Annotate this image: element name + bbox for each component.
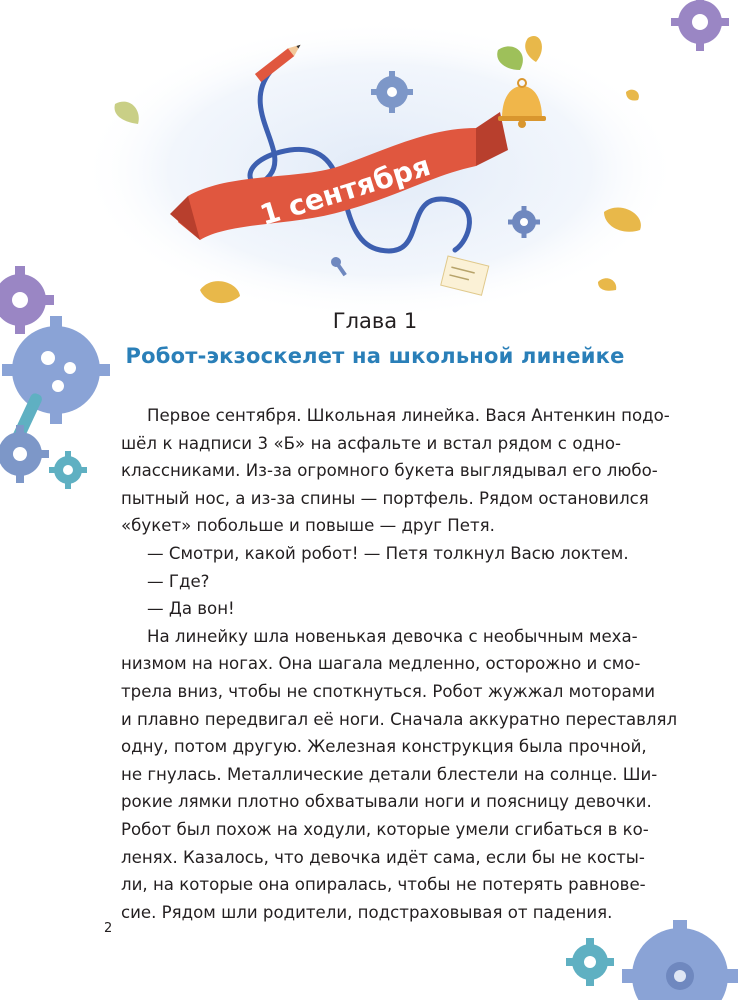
chapter-number: Глава 1 [332,309,418,333]
text-line: На линейку шла новенькая девочка с необычным меха- [147,626,638,646]
text-line: и плавно передвигал её ноги. Сначала аккуратно переставлял [121,709,678,729]
side-gears-illustration [0,266,120,496]
text-line: сие. Рядом шли родители, подстраховывая от падения. [121,902,613,922]
text-line: «букет» побольше и повыше — друг Петя. [121,516,495,536]
text-line: Первое сентября. Школьная линейка. Вася Антенкин подо- [147,406,670,425]
banner-text: 1 сентября [256,148,435,232]
text-line: шёл к надписи 3 «Б» на асфальте и встал рядом с одно- [121,433,621,453]
bottom-gears-illustration [560,920,750,1000]
text-line: ленях. Казалось, что девочка идёт сама, если бы не косты- [121,847,645,867]
text-line: одну, потом другую. Железная конструкция была прочной, [121,737,647,757]
text-line: Робот был похож на ходули, которые умели сгибаться в ко- [121,819,649,839]
body-text [121,402,678,926]
dialogue-line: — Смотри, какой робот! — Петя толкнул Васю локтем. [147,543,629,563]
chapter-title: Робот-экзоскелет на школьной линейке [125,344,625,368]
dialogue-line: — Да вон! [147,599,235,619]
text-line: трела вниз, чтобы не споткнуться. Робот жужжал моторами [121,681,656,701]
dialogue-line: — Где? [147,571,210,591]
gear-icon [0,425,49,483]
text-line: пытный нос, а из-за спины — портфель. Рядом остановился [121,488,649,508]
gear-icon [49,451,87,489]
text-line: низмом на ногах. Она шагала медленно, осторожно и смо- [121,654,641,674]
text-line: не гнулась. Металлические детали блестели на солнце. Ши- [121,764,658,784]
leaf-icon [598,278,616,290]
gear-icon [622,920,738,1000]
gear-icon [566,938,614,986]
gear-icon [671,0,729,51]
page-number: 2 [104,921,113,936]
text-line: ли, на которые она опиралась, чтобы не потерять равнове- [121,875,646,895]
text-line: классниками. Из-за огромного букета выглядывал его любо- [121,461,658,481]
text-line: рокие лямки плотно обхватывали ноги и поясницу девочки. [121,792,652,812]
